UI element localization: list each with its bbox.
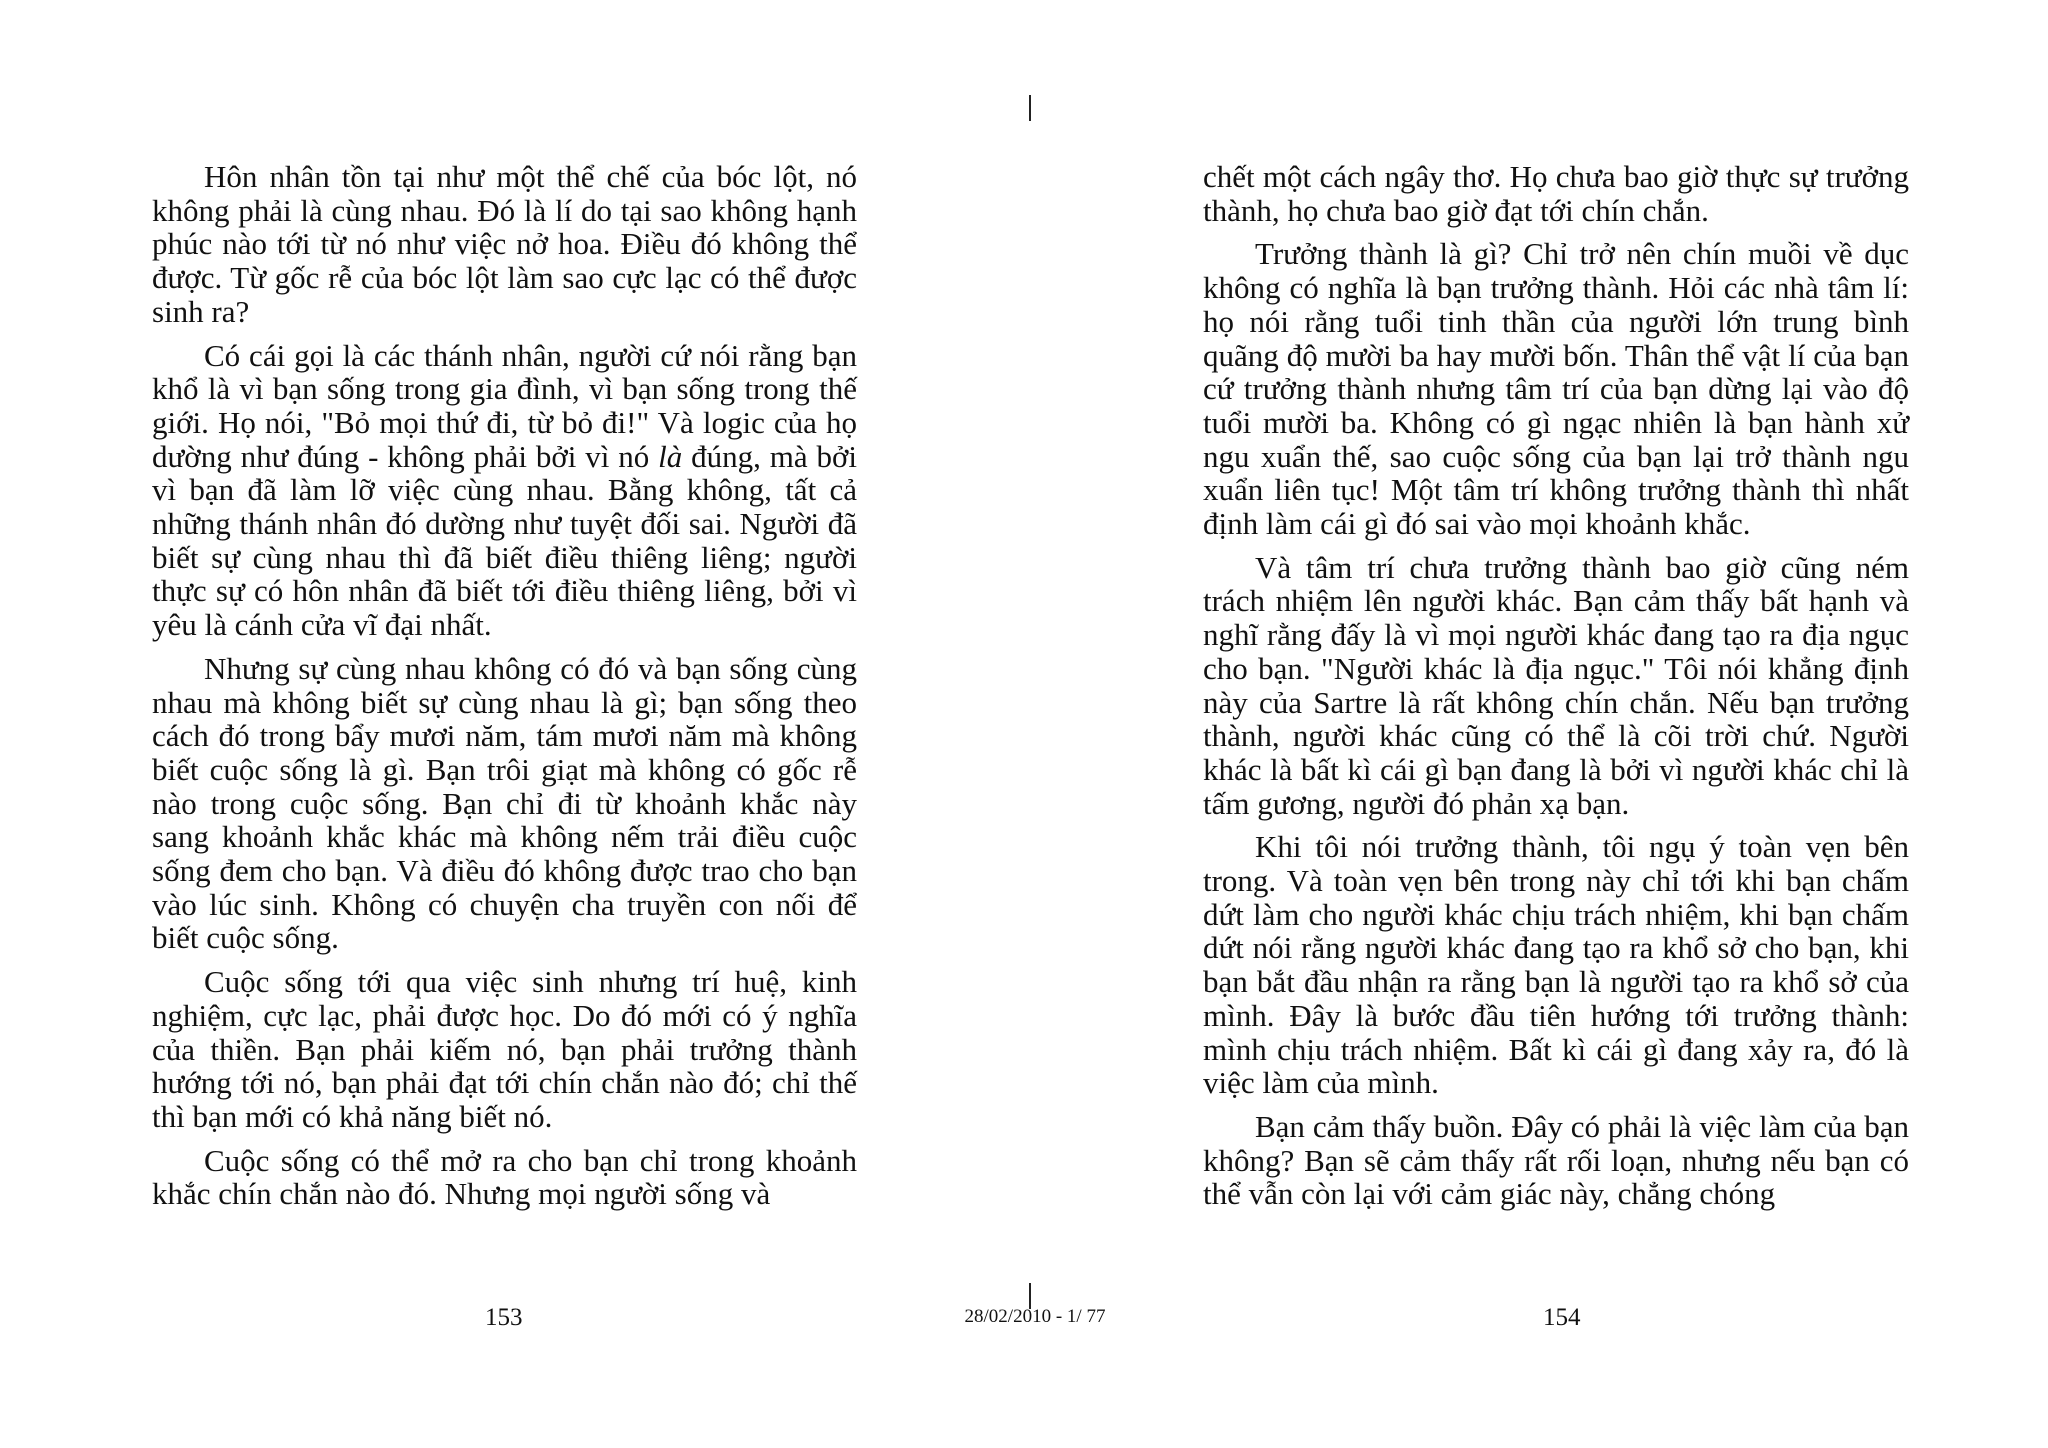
gutter-divider-top (1029, 95, 1031, 121)
footer-date-page: 28/02/2010 - 1/ 77 (964, 1306, 1106, 1327)
right-paragraph-3: Khi tôi nói trưởng thành, tôi ngụ ý toàn vẹn bên trong. Và toàn vẹn bên trong này chỉ tới khi bạn chấm dứt làm cho người khác chịu trách nhiệm, khi bạn chấm dứt nói rằng người khác đang tạo ra khổ sở cho bạn, khi bạn bắt đầu nhận ra rằng bạn là người tạo ra khổ sở của mình. Đây là bước đầu tiên hướng tới trưởng thành: mình chịu trách nhiệm. Bất kì cái gì đang xảy ra, đó là việc làm của mình. (1203, 829, 1909, 1101)
right-continuation-paragraph: chết một cách ngây thơ. Họ chưa bao giờ thực sự trưởng thành, họ chưa bao giờ đạt tới chín chắn. (1203, 159, 1909, 228)
left-paragraph-3: Nhưng sự cùng nhau không có đó và bạn sống cùng nhau mà không biết sự cùng nhau là gì; bạn sống theo cách đó trong bẩy mươi năm, tám mươi năm mà không biết cuộc sống là gì. Bạn trôi giạt mà không có gốc rễ nào trong cuộc sống. Bạn chỉ đi từ khoảnh khắc này sang khoảnh khắc khác mà không nếm trải điều cuộc sống đem cho bạn. Và điều đó không được trao cho bạn vào lúc sinh. Không có chuyện cha truyền con nối để biết cuộc sống. (152, 650, 857, 956)
left-paragraph-1: Hôn nhân tồn tại như một thể chế của bóc lột, nó không phải là cùng nhau. Đó là lí do tại sao không hạnh phúc nào tới từ nó như việc nở hoa. Điều đó không thể được. Từ gốc rễ của bóc lột làm sao cực lạc có thể được sinh ra? (152, 159, 857, 329)
left-paragraph-2-text-b: đúng, mà bởi vì bạn đã làm lỡ việc cùng nhau. Bằng không, tất cả những thánh nhân đó dường như tuyệt đối sai. Người đã biết sự cùng nhau thì đã biết điều thiêng liêng; người thực sự có hôn nhân đã biết tới điều thiêng liêng, bởi vì yêu là cánh cửa vĩ đại nhất. (152, 438, 857, 643)
page-number-right: 154 (1543, 1304, 1581, 1331)
right-paragraph-4: Bạn cảm thấy buồn. Đây có phải là việc làm của bạn không? Bạn sẽ cảm thấy rất rối loạn, nhưng nếu bạn có thể vẫn còn lại với cảm giác này, chẳng chóng (1203, 1108, 1909, 1212)
left-page (152, 160, 857, 1221)
right-paragraph-2: Và tâm trí chưa trưởng thành bao giờ cũng ném trách nhiệm lên người khác. Bạn cảm thấy bất hạnh và nghĩ rằng đấy là vì mọi người khác đang tạo ra địa ngục cho bạn. "Người khác là địa ngục." Tôi nói khẳng định này của Sartre là rất không chín chắn. Nếu bạn trưởng thành, người khác cũng có thể là cõi trời chứ. Người khác là bất kì cái gì bạn đang là bởi vì người khác chỉ là tấm gương, người đó phản xạ bạn. (1203, 549, 1909, 821)
left-paragraph-5: Cuộc sống có thể mở ra cho bạn chỉ trong khoảnh khắc chín chắn nào đó. Nhưng mọi người sống và (152, 1142, 857, 1212)
right-paragraph-1: Trưởng thành là gì? Chỉ trở nên chín muồi về dục không có nghĩa là bạn trưởng thành. Hỏi các nhà tâm lí: họ nói rằng tuổi tinh thần của người lớn trung bình quãng độ mười ba hay mười bốn. Thân thể vật lí của bạn cứ trưởng thành nhưng tâm trí của bạn dừng lại vào độ tuổi mười ba. Không có gì ngạc nhiên là bạn hành xử ngu xuẩn thế, sao cuộc sống của bạn lại trở thành ngu xuẩn liên tục! Một tâm trí không trưởng thành thì nhất định làm cái gì đó sai vào mọi khoảnh khắc. (1203, 236, 1909, 542)
left-paragraph-2-emphasis: là (658, 438, 683, 474)
left-paragraph-4: Cuộc sống tới qua việc sinh nhưng trí huệ, kinh nghiệm, cực lạc, phải được học. Do đó mới có ý nghĩa của thiền. Bạn phải kiếm nó, bạn phải trưởng thành hướng tới nó, bạn phải đạt tới chín chắn nào đó; chỉ thế thì bạn mới có khả năng biết nó. (152, 964, 857, 1134)
left-paragraph-2-text-a: Có cái gọi là các thánh nhân, người cứ nói rằng bạn khổ là vì bạn sống trong gia đình, vì bạn sống trong thế giới. Họ nói, "Bỏ mọi thứ đi, từ bỏ đi!" Và logic của họ dường như đúng - không phải bởi vì nó (152, 337, 857, 474)
left-paragraph-2 (152, 339, 857, 642)
page-number-left: 153 (485, 1304, 523, 1331)
right-page (1203, 160, 1909, 1221)
